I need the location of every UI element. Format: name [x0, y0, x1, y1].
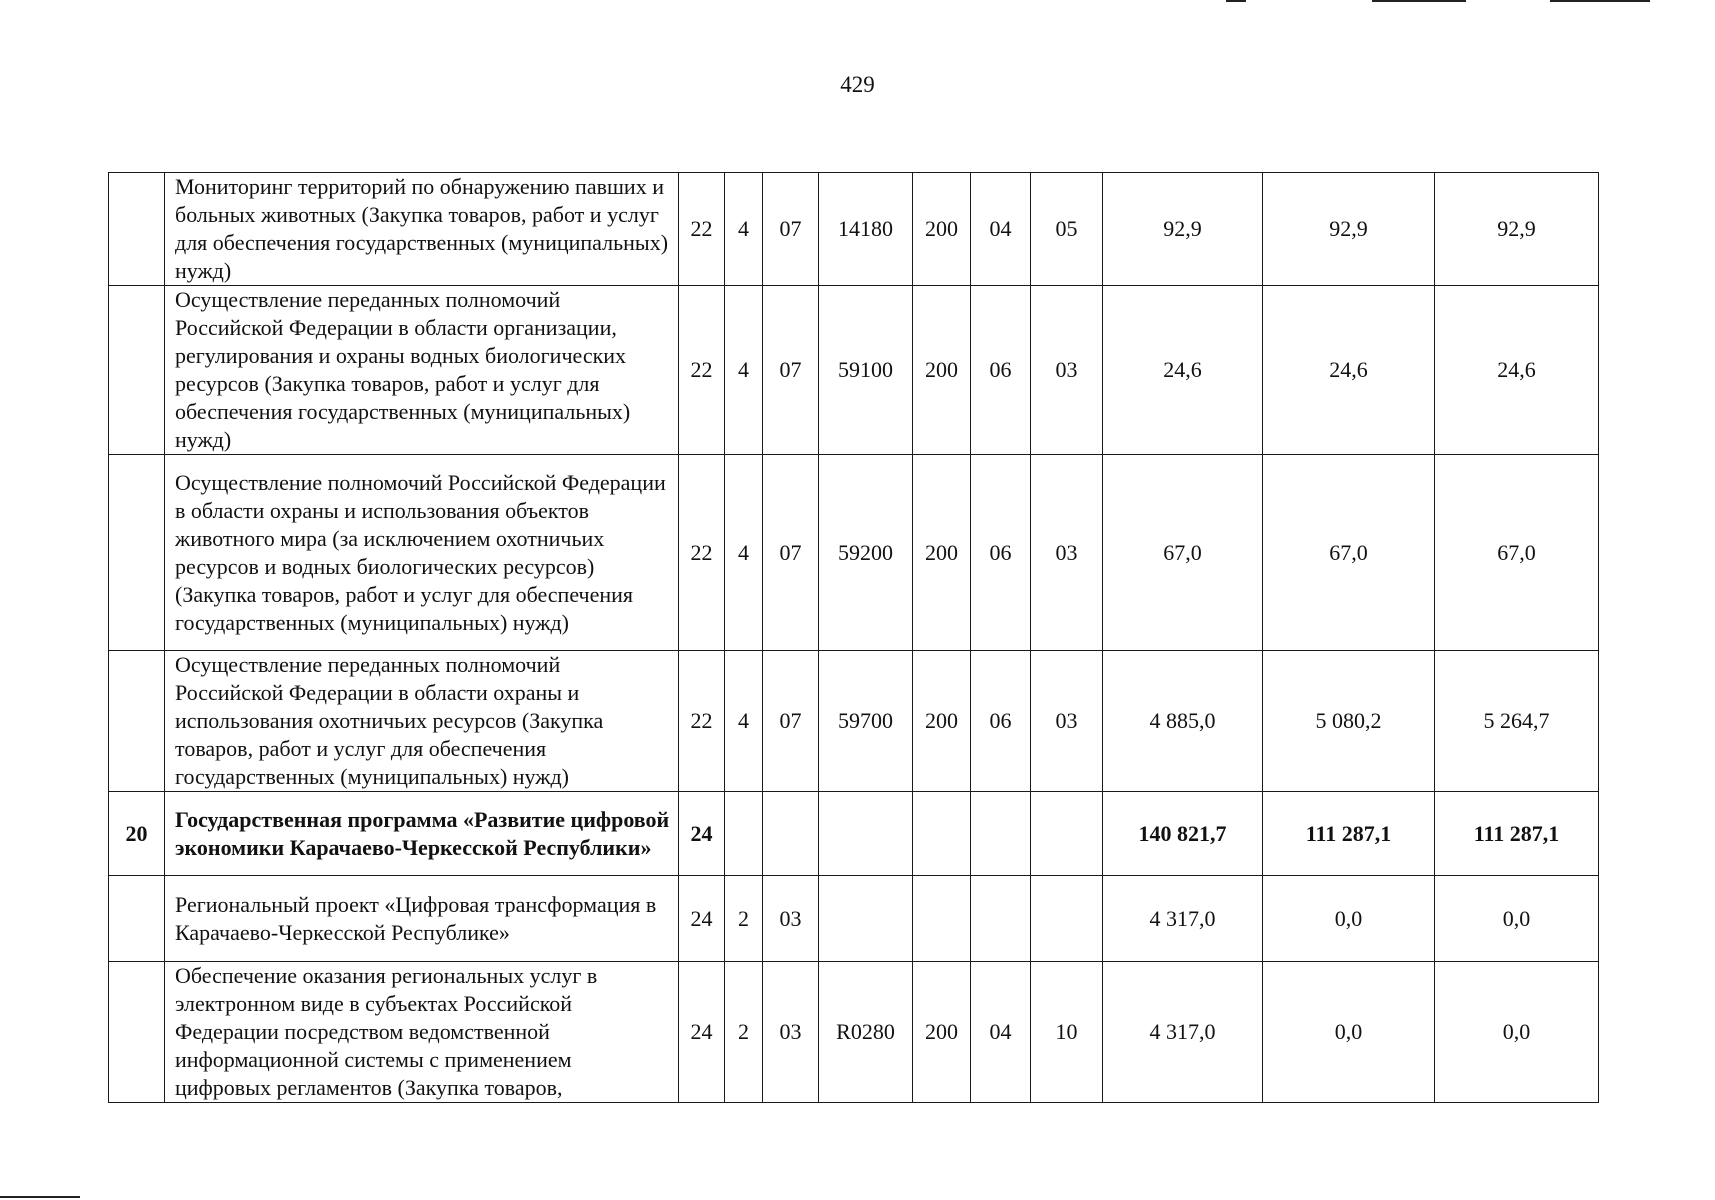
value-year-2: 5 080,2	[1263, 651, 1435, 792]
code-rz: 06	[971, 286, 1031, 455]
value-year-2: 24,6	[1263, 286, 1435, 455]
code-om: 07	[763, 286, 819, 455]
code-gp: 24	[679, 876, 725, 962]
value-year-2: 111 287,1	[1263, 792, 1435, 876]
row-number: 20	[109, 792, 165, 876]
code-rz	[971, 876, 1031, 962]
code-om: 03	[763, 962, 819, 1103]
scan-mark-top-3	[1550, 0, 1650, 2]
row-description: Обеспечение оказания региональных услуг в электронном виде в субъектах Российской Федерации посредством ведомственной информационной системы с применением цифровых регламентов (Закупка товаров,	[165, 962, 679, 1103]
table-row	[109, 173, 1599, 286]
code-direction	[819, 792, 913, 876]
code-gp: 22	[679, 651, 725, 792]
row-number	[109, 455, 165, 651]
row-description: Региональный проект «Цифровая трансформация в Карачаево-Черкесской Республике»	[165, 876, 679, 962]
code-pr: 03	[1031, 286, 1103, 455]
row-description: Осуществление переданных полномочий Российской Федерации в области охраны и использования охотничьих ресурсов (Закупка товаров, работ и услуг для обеспечения государственных (муниципальных) нужд)	[165, 651, 679, 792]
row-number	[109, 286, 165, 455]
budget-table	[108, 172, 1599, 1103]
value-year-2: 92,9	[1263, 173, 1435, 286]
value-year-2: 67,0	[1263, 455, 1435, 651]
value-year-1: 67,0	[1103, 455, 1263, 651]
value-year-1: 4 317,0	[1103, 962, 1263, 1103]
value-year-1: 24,6	[1103, 286, 1263, 455]
page-number: 429	[840, 72, 875, 97]
code-vr	[913, 792, 971, 876]
code-gp: 24	[679, 792, 725, 876]
code-vr: 200	[913, 962, 971, 1103]
row-description: Осуществление полномочий Российской Федерации в области охраны и использования объектов животного мира (за исключением охотничьих ресурсов и водных биологических ресурсов) (Закупка товаров, работ и услуг для обеспечения государственных (муниципальных) нужд)	[165, 455, 679, 651]
value-year-3: 67,0	[1435, 455, 1599, 651]
code-direction: 59100	[819, 286, 913, 455]
value-year-2: 0,0	[1263, 962, 1435, 1103]
code-rz: 06	[971, 455, 1031, 651]
value-year-3: 0,0	[1435, 876, 1599, 962]
code-gp: 24	[679, 962, 725, 1103]
table-body	[109, 173, 1599, 1103]
code-vr	[913, 876, 971, 962]
table-row	[109, 962, 1599, 1103]
code-rz	[971, 792, 1031, 876]
code-rz: 04	[971, 962, 1031, 1103]
code-pp	[725, 792, 763, 876]
table-row	[109, 286, 1599, 455]
value-year-3: 92,9	[1435, 173, 1599, 286]
code-pr	[1031, 792, 1103, 876]
table-row-program	[109, 792, 1599, 876]
row-number	[109, 173, 165, 286]
code-vr: 200	[913, 455, 971, 651]
code-om: 03	[763, 876, 819, 962]
code-pr: 05	[1031, 173, 1103, 286]
code-pp: 2	[725, 962, 763, 1103]
code-pp: 2	[725, 876, 763, 962]
row-description: Осуществление переданных полномочий Российской Федерации в области организации, регулирования и охраны водных биологических ресурсов (Закупка товаров, работ и услуг для обеспечения государственных (муниципальных) нужд)	[165, 286, 679, 455]
code-pr	[1031, 876, 1103, 962]
value-year-1: 140 821,7	[1103, 792, 1263, 876]
value-year-2: 0,0	[1263, 876, 1435, 962]
row-number	[109, 651, 165, 792]
value-year-3: 0,0	[1435, 962, 1599, 1103]
code-direction: 59700	[819, 651, 913, 792]
code-pp: 4	[725, 286, 763, 455]
table-row	[109, 876, 1599, 962]
code-rz: 06	[971, 651, 1031, 792]
value-year-1: 4 885,0	[1103, 651, 1263, 792]
value-year-3: 111 287,1	[1435, 792, 1599, 876]
code-gp: 22	[679, 173, 725, 286]
code-direction: 59200	[819, 455, 913, 651]
code-direction: R0280	[819, 962, 913, 1103]
code-pr: 03	[1031, 651, 1103, 792]
code-rz: 04	[971, 173, 1031, 286]
table-row	[109, 455, 1599, 651]
code-direction	[819, 876, 913, 962]
code-pp: 4	[725, 455, 763, 651]
code-pp: 4	[725, 173, 763, 286]
code-pr: 10	[1031, 962, 1103, 1103]
code-vr: 200	[913, 173, 971, 286]
value-year-1: 92,9	[1103, 173, 1263, 286]
row-number	[109, 962, 165, 1103]
scan-mark-top-1	[1226, 0, 1246, 2]
scan-mark-bottom-left	[0, 1196, 80, 1198]
code-om: 07	[763, 455, 819, 651]
value-year-3: 5 264,7	[1435, 651, 1599, 792]
table-row	[109, 651, 1599, 792]
row-description: Мониторинг территорий по обнаружению павших и больных животных (Закупка товаров, работ и услуг для обеспечения государственных (муниципальных) нужд)	[165, 173, 679, 286]
code-direction: 14180	[819, 173, 913, 286]
code-gp: 22	[679, 286, 725, 455]
code-gp: 22	[679, 455, 725, 651]
row-number	[109, 876, 165, 962]
code-vr: 200	[913, 651, 971, 792]
scan-mark-top-2	[1372, 0, 1466, 2]
value-year-3: 24,6	[1435, 286, 1599, 455]
code-pp: 4	[725, 651, 763, 792]
code-om	[763, 792, 819, 876]
code-vr: 200	[913, 286, 971, 455]
code-pr: 03	[1031, 455, 1103, 651]
code-om: 07	[763, 651, 819, 792]
code-om: 07	[763, 173, 819, 286]
row-description: Государственная программа «Развитие цифровой экономики Карачаево-Черкесской Республики»	[165, 792, 679, 876]
value-year-1: 4 317,0	[1103, 876, 1263, 962]
